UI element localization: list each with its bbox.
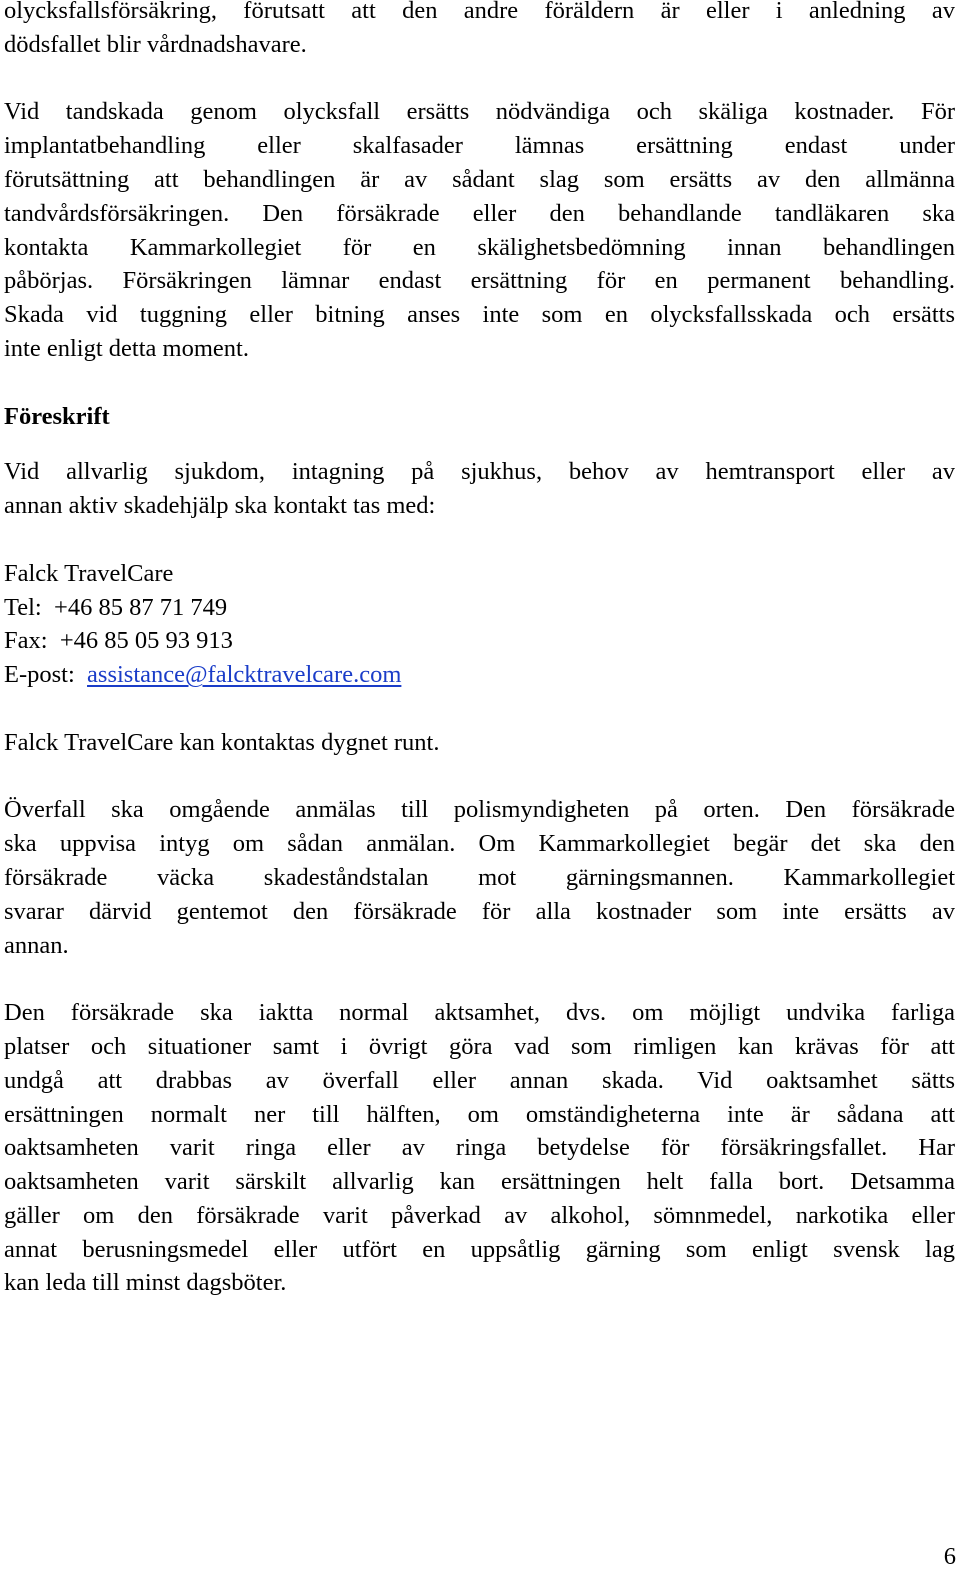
tel-label: Tel:	[4, 593, 42, 621]
fax-label: Fax:	[4, 627, 48, 655]
contact-block	[4, 557, 955, 692]
paragraph-child-insurance-end	[4, 0, 955, 62]
text-line: kan leda till minst dagsböter.	[4, 1269, 287, 1297]
email-label: E-post:	[4, 661, 75, 689]
text-line: oaktsamheten varit särskilt allvarlig kan ersättningen helt falla bort. Detsamma	[4, 1168, 955, 1196]
fax-value: +46 85 05 93 913	[59, 627, 233, 655]
text-line: försäkrade väcka skadeståndstalan mot gärningsmannen. Kammarkollegiet	[4, 863, 955, 891]
contact-fax	[4, 624, 955, 658]
paragraph-availability: Falck TravelCare kan kontaktas dygnet runt.	[4, 728, 440, 756]
text-line: ersättningen normalt ner till hälften, om omständigheterna inte är sådana att	[4, 1100, 955, 1128]
section-heading: Föreskrift	[4, 402, 110, 430]
text-line: undgå att drabbas av överfall eller annan skada. Vid oaktsamhet sätts	[4, 1066, 955, 1094]
text-line: platser och situationer samt i övrigt göra vad som rimligen kan krävas för att	[4, 1032, 955, 1060]
text-line: tandvårdsförsäkringen. Den försäkrade eller den behandlande tandläkaren ska	[4, 199, 955, 227]
text-line: Vid allvarlig sjukdom, intagning på sjukhus, behov av hemtransport eller av	[4, 458, 955, 486]
text-line: olycksfallsförsäkring, förutsatt att den andre föräldern är eller i anledning av	[4, 0, 955, 24]
text-line: Den försäkrade ska iaktta normal aktsamhet, dvs. om möjligt undvika farliga	[4, 999, 955, 1027]
paragraph-dental-injury	[4, 95, 955, 365]
email-link[interactable]: assistance@falcktravelcare.com	[87, 661, 402, 689]
paragraph-spacer	[4, 760, 955, 794]
paragraph-spacer	[4, 366, 955, 400]
text-line: förutsättning att behandlingen är av sådant slag som ersätts av den allmänna	[4, 165, 955, 193]
page-number: 6	[943, 1543, 956, 1570]
text-line: ska uppvisa intyg om sådan anmälan. Om Kammarkollegiet begär det ska den	[4, 830, 955, 858]
paragraph-contact-instructions	[4, 455, 955, 523]
paragraph-spacer	[4, 692, 955, 726]
contact-tel	[4, 591, 955, 625]
text-line: annat berusningsmedel eller utfört en uppsåtlig gärning som enligt svensk lag	[4, 1235, 955, 1263]
text-line: implantatbehandling eller skalfasader lämnas ersättning endast under	[4, 132, 955, 160]
document-page	[4, 0, 955, 1300]
paragraph-spacer	[4, 523, 955, 557]
contact-email	[4, 658, 955, 692]
text-line: annan aktiv skadehjälp ska kontakt tas med:	[4, 492, 436, 520]
text-line: annan.	[4, 931, 69, 959]
paragraph-assault	[4, 793, 955, 962]
text-line: inte enligt detta moment.	[4, 334, 249, 362]
text-line: Skada vid tuggning eller bitning anses inte som en olycksfallsskada och ersätts	[4, 301, 955, 329]
paragraph-caution	[4, 996, 955, 1300]
paragraph-spacer	[4, 62, 955, 96]
contact-name: Falck TravelCare	[4, 559, 174, 587]
tel-value: +46 85 87 71 749	[54, 593, 228, 621]
text-line: oaktsamheten varit ringa eller av ringa betydelse för försäkringsfallet. Har	[4, 1134, 955, 1162]
paragraph-spacer	[4, 433, 955, 455]
text-line: påbörjas. Försäkringen lämnar endast ersättning för en permanent behandling.	[4, 267, 955, 295]
text-line: kontakta Kammarkollegiet för en skälighetsbedömning innan behandlingen	[4, 233, 955, 261]
text-line: gäller om den försäkrade varit påverkad av alkohol, sömnmedel, narkotika eller	[4, 1201, 955, 1229]
text-line: Vid tandskada genom olycksfall ersätts nödvändiga och skäliga kostnader. För	[4, 98, 955, 126]
paragraph-spacer	[4, 962, 955, 996]
text-line: svarar därvid gentemot den försäkrade för alla kostnader som inte ersätts av	[4, 897, 955, 925]
text-line: Överfall ska omgående anmälas till polismyndigheten på orten. Den försäkrade	[4, 796, 955, 824]
text-line: dödsfallet blir vårdnadshavare.	[4, 30, 307, 58]
